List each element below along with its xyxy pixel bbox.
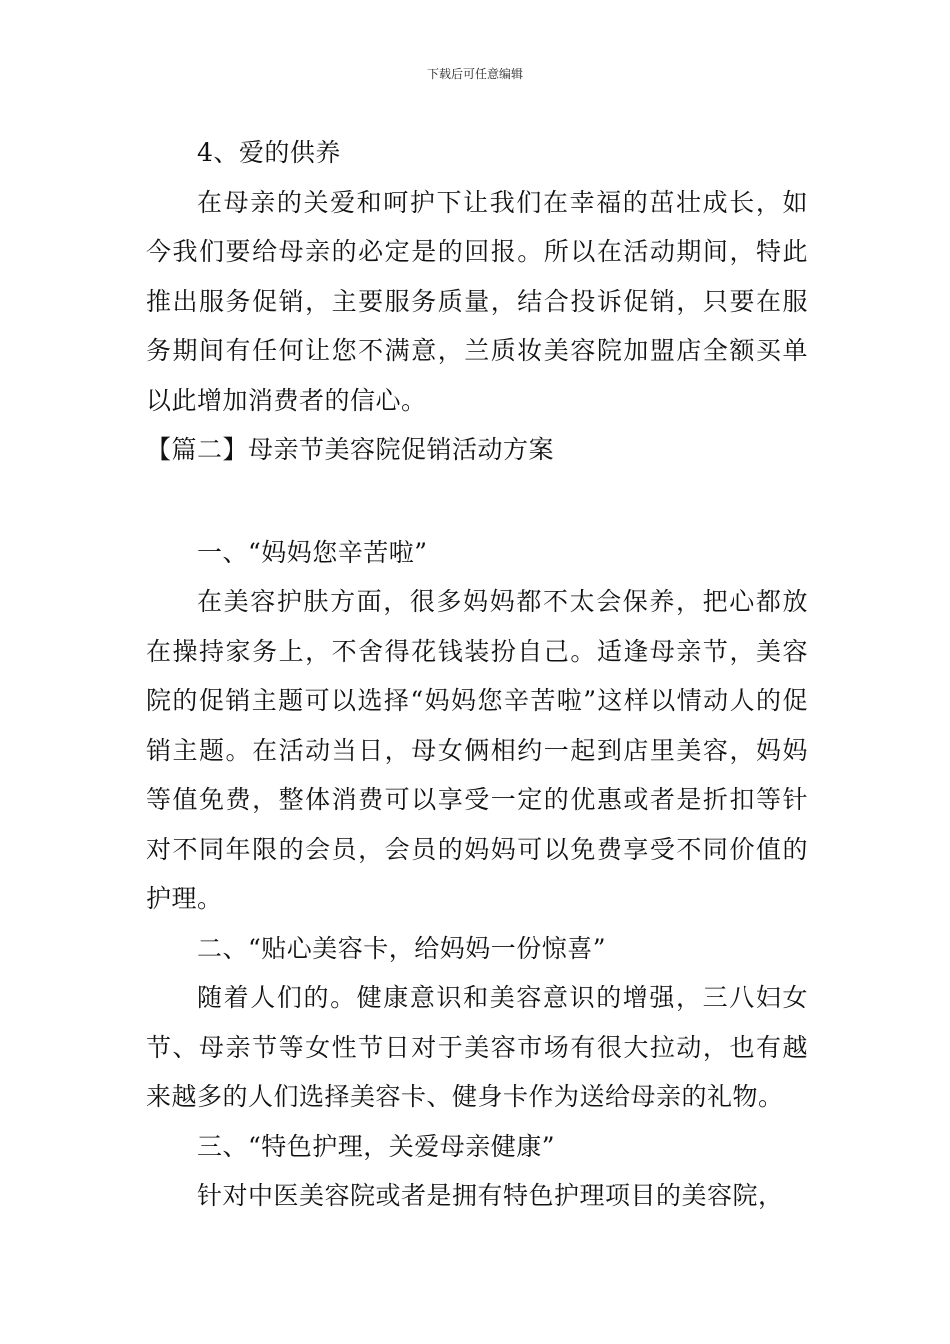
paragraph-item-three-body: 针对中医美容院或者是拥有特色护理项目的美容院， (197, 1181, 784, 1210)
paragraph-item-two-body: 随着人们的。健康意识和美容意识的增强，三八妇女节、母亲节等女性节日对于美容市场有很大拉动，也有越来越多的人们选择美容卡、健身卡作为送给母亲的礼物。 (146, 983, 808, 1111)
document-body (146, 128, 808, 1221)
paragraph-love-offering-body: 在母亲的关爱和呵护下让我们在幸福的茁壮成长，如今我们要给母亲的必定是的回报。所以在活动期间，特此推出服务促销，主要服务质量，结合投诉促销，只要在服务期间有任何让您不满意，兰质妆美容院加盟店全额买单以此增加消费者的信心。 (146, 187, 808, 415)
paragraph-item-one-heading: 一、“妈妈您辛苦啦” (197, 537, 428, 567)
paragraph-item-three-heading: 三、“特色护理，关爱母亲健康” (197, 1131, 556, 1161)
blank-line (146, 475, 808, 528)
paragraph-love-offering-heading: 4、爱的供养 (197, 138, 341, 167)
paragraph-item-one-body: 在美容护肤方面，很多妈妈都不太会保养，把心都放在操持家务上，不舍得花钱装扮自己。适逢母亲节，美容院的促销主题可以选择“妈妈您辛苦啦”这样以情动人的促销主题。在活动当日，母女俩相约一起到店里美容，妈妈等值免费，整体消费可以享受一定的优惠或者是折扣等针对不同年限的会员，会员的妈妈可以免费享受不同价值的护理。 (146, 587, 808, 913)
section-title-part-two: 【篇二】母亲节美容院促销活动方案 (146, 435, 555, 464)
page-header: 下载后可任意编辑 (426, 67, 523, 81)
paragraph-item-two-heading: 二、“贴心美容卡，给妈妈一份惊喜” (197, 933, 607, 963)
